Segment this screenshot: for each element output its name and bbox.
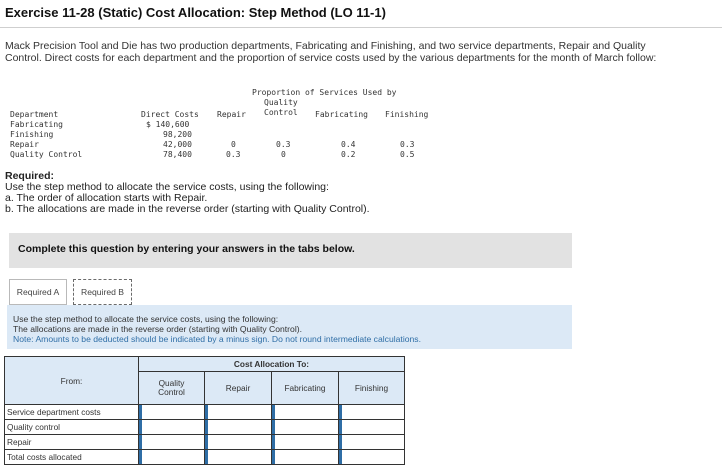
input-cell[interactable] [139,435,205,450]
input-cell[interactable] [205,435,272,450]
row-dept: Finishing [10,130,54,139]
instruction-text: Complete this question by entering your answers in the tabs below. [18,243,355,255]
input-cell[interactable] [339,450,405,465]
proportion-header: Proportion of Services Used by [252,88,397,97]
col-qc-line1: Quality [264,98,298,107]
col-repair: Repair [217,110,246,119]
panel-text [13,315,421,344]
col-repair [205,372,272,405]
input-cell[interactable] [205,405,272,420]
row-service-department-costs [5,405,139,420]
row-cost: 42,000 [163,140,192,149]
col-finishing [339,372,405,405]
input-cell[interactable] [139,405,205,420]
input-cell[interactable] [339,405,405,420]
input-cell[interactable] [139,450,205,465]
col-fabricating: Fabricating [315,110,368,119]
row-label: Service department costs [7,407,101,417]
input-cell[interactable] [272,420,339,435]
row-cost: $ 140,600 [146,120,190,129]
row-cost: 78,400 [163,150,192,159]
required-line: Use the step method to allocate the service costs, using the following: [5,181,329,193]
row-total-costs-allocated [5,450,139,465]
col-finishing: Finishing [385,110,429,119]
row-fin: 0.5 [400,150,415,159]
row-qc: 0 [281,150,286,159]
row-quality-control [5,420,139,435]
required-b: b. The allocations are made in the reverse order (starting with Quality Control). [5,203,370,215]
col-department: Department [10,110,59,119]
input-cell[interactable] [205,420,272,435]
cost-allocation-label: Cost Allocation To: [233,359,310,369]
tab-required-a[interactable]: Required A [9,279,67,305]
row-fab: 0.2 [341,150,356,159]
cost-data-table [0,0,722,170]
row-dept: Fabricating [10,120,63,129]
col-repair-label: Repair [225,383,251,393]
row-fab: 0.4 [341,140,356,149]
col-qc-line2: Control [158,387,185,397]
cost-allocation-header [139,357,405,372]
input-cell[interactable] [272,450,339,465]
row-repair [5,435,139,450]
input-cell[interactable] [139,420,205,435]
row-label: Repair [7,437,32,447]
col-fabricating-label: Fabricating [284,383,326,393]
input-cell[interactable] [339,435,405,450]
row-label: Quality control [7,422,61,432]
row-fin: 0.3 [400,140,415,149]
col-qc-line1: Quality [158,378,185,388]
panel-line: Use the step method to allocate the service costs, using the following: [13,314,279,324]
problem-intro: Mack Precision Tool and Die has two production departments, Fabricating and Finishing, and two service departments, Repair and Quality Control. Direct costs for each department and the proportion of service costs used by the various departments for the month of March follow: [5,40,657,64]
required-heading: Required: [5,170,55,182]
col-quality-control [139,372,205,405]
exercise-title: Exercise 11-28 (Static) Cost Allocation: Step Method (LO 11-1) [5,5,386,20]
row-label: Total costs allocated [7,452,82,462]
row-dept: Repair [10,140,39,149]
row-qc: 0.3 [276,140,291,149]
input-cell[interactable] [272,405,339,420]
panel-note: Note: Amounts to be deducted should be indicated by a minus sign. Do not round intermediate calculations. [13,333,421,344]
col-direct-costs: Direct Costs [141,110,199,119]
row-cost: 98,200 [163,130,192,139]
input-cell[interactable] [339,420,405,435]
panel-line: The allocations are made in the reverse order (starting with Quality Control). [13,323,302,334]
allocation-table [4,356,405,465]
required-section [5,171,370,215]
row-repair: 0 [231,140,236,149]
input-cell[interactable] [205,450,272,465]
col-finishing-label: Finishing [354,383,389,393]
input-cell[interactable] [272,435,339,450]
required-a: a. The order of allocation starts with Repair. [5,192,208,204]
from-label: From: [60,375,83,386]
from-header [5,357,139,405]
col-qc-line2: Control [264,108,298,117]
col-fabricating [272,372,339,405]
row-dept: Quality Control [10,150,83,159]
tab-required-b[interactable]: Required B [73,279,132,305]
row-repair: 0.3 [226,150,241,159]
